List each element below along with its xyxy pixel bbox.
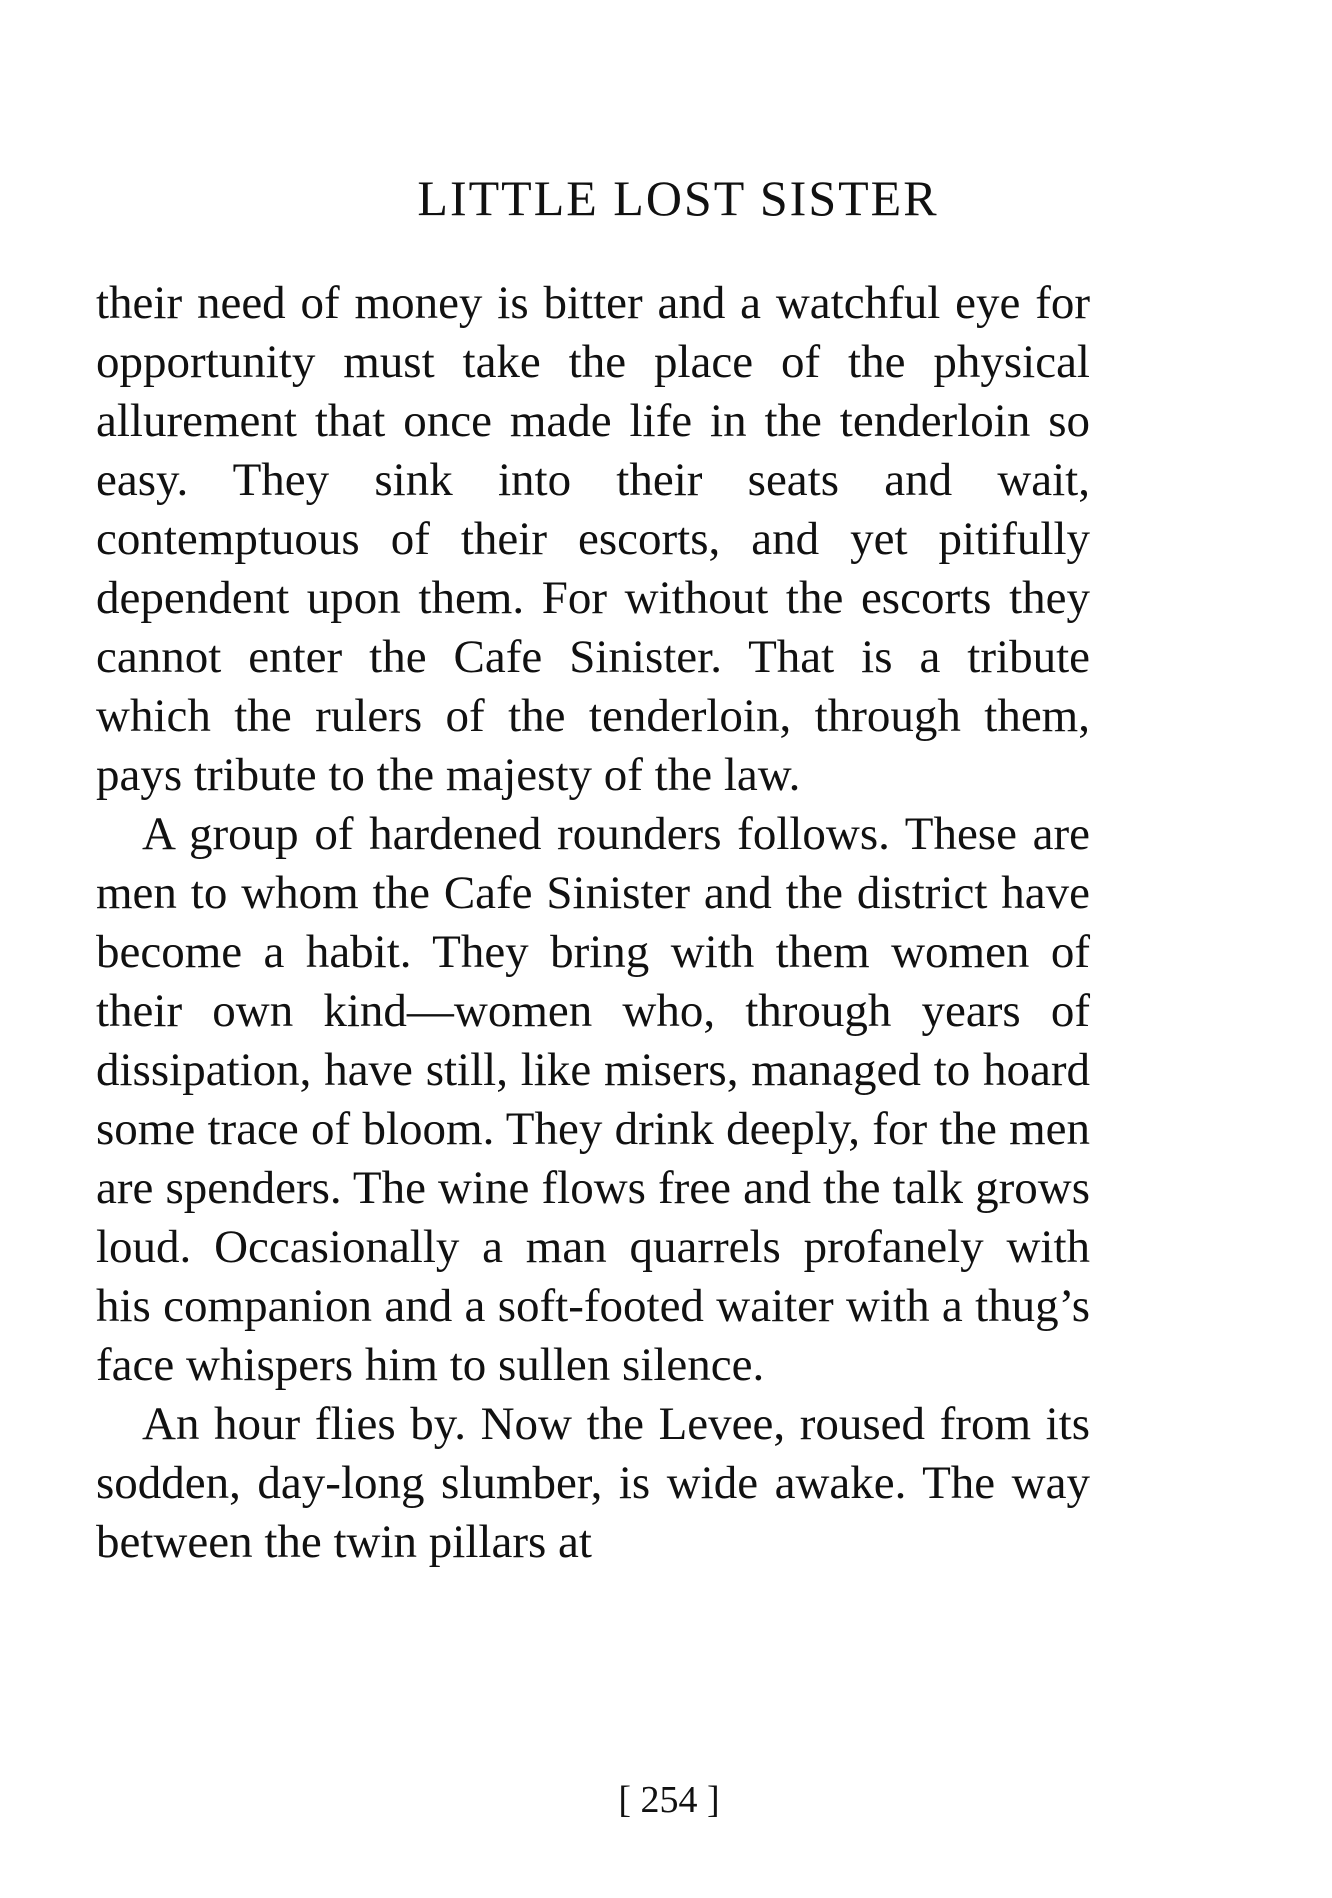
paragraph-continued: their need of money is bitter and a watchful eye for opportunity must take the place of the physical allurement that once made life in the tenderloin so easy. They sink into their seats and wait, contemptuous of their escorts, and yet pitifully dependent upon them. For without the escorts they cannot enter the Cafe Sinister. That is a tribute which the rulers of the tenderloin, through them, pays tribute to the majesty of the law. xyxy=(96,277,1090,801)
paragraph: An hour flies by. Now the Levee, roused from its sodden, day-long slumber, is wide awake. The way between the twin pillars at xyxy=(96,1398,1090,1568)
page-number: [ 254 ] xyxy=(618,1779,720,1821)
body-text xyxy=(96,274,1090,1572)
paragraph: A group of hardened rounders follows. These are men to whom the Cafe Sinister and the district have become a habit. They bring with them women of their own kind—women who, through years of dissipation, have still, like misers, managed to hoard some trace of bloom. They drink deeply, for the men are spenders. The wine flows free and the talk grows loud. Occasionally a man quarrels profanely with his companion and a soft-footed waiter with a thug’s face whispers him to sullen silence. xyxy=(96,808,1090,1391)
running-head: LITTLE LOST SISTER xyxy=(417,170,939,226)
